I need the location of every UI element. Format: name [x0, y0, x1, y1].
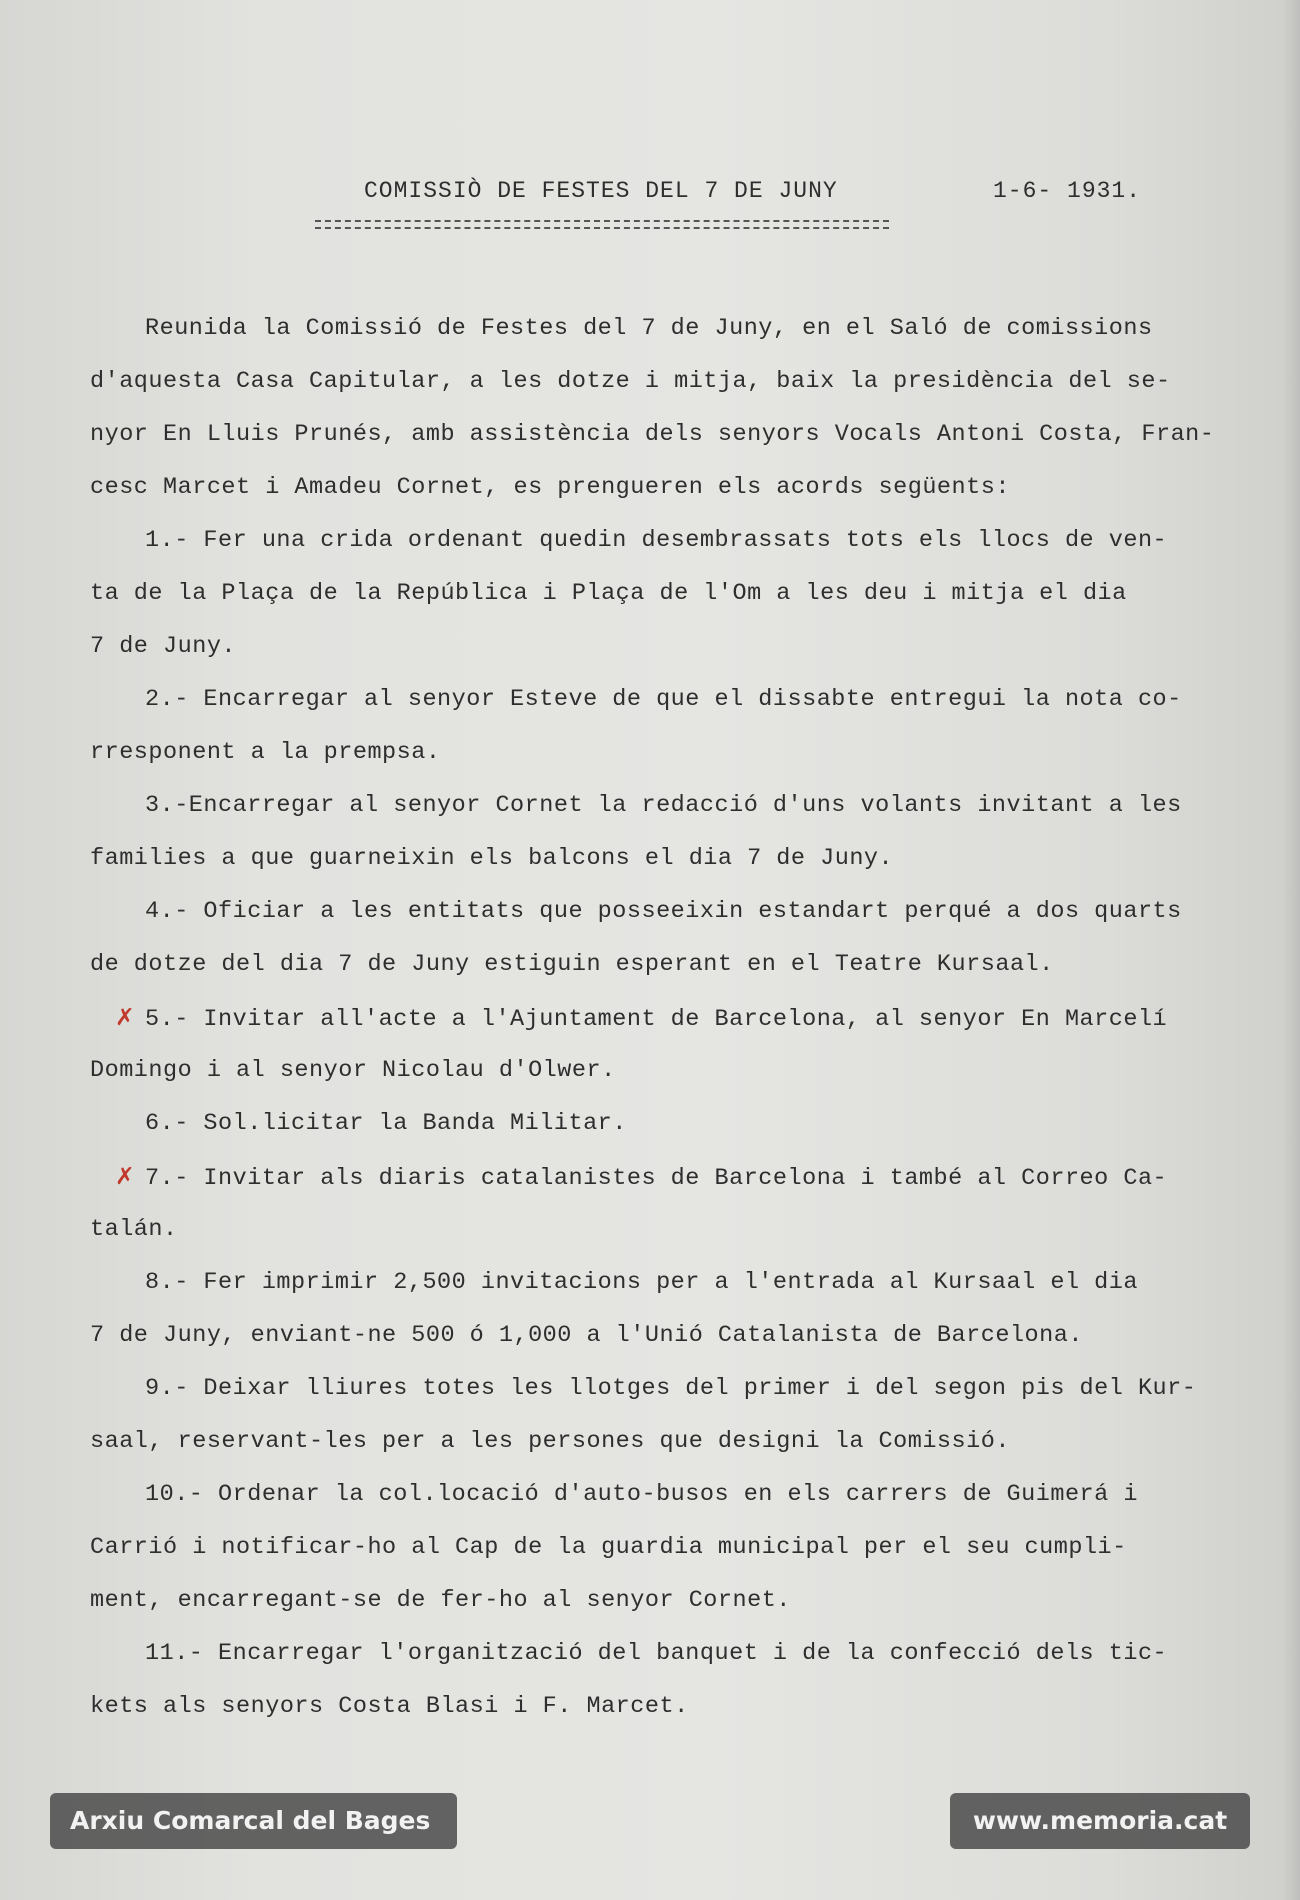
line-text: 5.- Invitar all'acte a l'Ajuntament de Barcelona, al senyor En Marcelí — [145, 1006, 1168, 1033]
line-text: 1.- Fer una crida ordenant quedin desembrassats tots els llocs de ven- — [145, 527, 1168, 554]
text-line — [90, 1468, 1270, 1521]
line-text: 10.- Ordenar la col.locació d'auto-busos en els carrers de Guimerá i — [145, 1481, 1138, 1508]
line-text: saal, reservant-les per a les persones que designi la Comissió. — [90, 1428, 1010, 1455]
line-text: Carrió i notificar-ho al Cap de la guardia municipal per el seu cumpli- — [90, 1534, 1127, 1561]
line-text: 8.- Fer imprimir 2,500 invitacions per a l'entrada al Kursaal el dia — [145, 1269, 1138, 1296]
text-line — [90, 355, 1270, 408]
text-line — [90, 1150, 1270, 1203]
text-line — [90, 779, 1270, 832]
text-line — [90, 1362, 1270, 1415]
line-text: 11.- Encarregar l'organització del banquet i de la confecció dels tic- — [145, 1640, 1168, 1667]
document-body — [90, 302, 1270, 1733]
text-line — [90, 1309, 1270, 1362]
text-line — [90, 832, 1270, 885]
text-line — [90, 1415, 1270, 1468]
line-text: nyor En Lluis Prunés, amb assistència dels senyors Vocals Antoni Costa, Fran- — [90, 421, 1215, 448]
text-line — [90, 302, 1270, 355]
line-text: 7 de Juny. — [90, 633, 237, 660]
line-text: kets als senyors Costa Blasi i F. Marcet. — [90, 1693, 689, 1720]
line-text: 7 de Juny, enviant-ne 500 ó 1,000 a l'Unió Catalanista de Barcelona. — [90, 1322, 1083, 1349]
text-line — [90, 726, 1270, 779]
line-text: Domingo i al senyor Nicolau d'Olwer. — [90, 1057, 616, 1084]
line-text: families a que guarneixin els balcons el dia 7 de Juny. — [90, 845, 894, 872]
text-line — [90, 1203, 1270, 1256]
text-line — [90, 1044, 1270, 1097]
line-text: de dotze del dia 7 de Juny estiguin esperant en el Teatre Kursaal. — [90, 951, 1054, 978]
text-line — [90, 1680, 1270, 1733]
line-text: 6.- Sol.licitar la Banda Militar. — [145, 1110, 627, 1137]
text-line — [90, 991, 1270, 1044]
line-text: 2.- Encarregar al senyor Esteve de que el dissabte entregui la nota co- — [145, 686, 1182, 713]
line-text: rresponent a la prempsa. — [90, 739, 441, 766]
text-line — [90, 1256, 1270, 1309]
document-title: COMISSIÒ DE FESTES DEL 7 DE JUNY — [364, 178, 838, 204]
text-line — [90, 514, 1270, 567]
line-text: ment, encarregant-se de fer-ho al senyor Cornet. — [90, 1587, 791, 1614]
line-text: 4.- Oficiar a les entitats que posseeixin estandart perqué a dos quarts — [145, 898, 1182, 925]
line-text: talán. — [90, 1216, 178, 1243]
line-text: Reunida la Comissió de Festes del 7 de Juny, en el Saló de comissions — [145, 315, 1153, 342]
document-date: 1-6- 1931. — [993, 178, 1142, 204]
text-line — [90, 938, 1270, 991]
line-text: 9.- Deixar lliures totes les llotges del primer i del segon pis del Kur- — [145, 1375, 1197, 1402]
text-line — [90, 885, 1270, 938]
text-line — [90, 620, 1270, 673]
line-text: cesc Marcet i Amadeu Cornet, es prengueren els acords següents: — [90, 474, 1010, 501]
text-line — [90, 408, 1270, 461]
text-line — [90, 461, 1270, 514]
line-text: d'aquesta Casa Capitular, a les dotze i mitja, baix la presidència del se- — [90, 368, 1171, 395]
line-text: 7.- Invitar als diaris catalanistes de Barcelona i també al Correo Ca- — [145, 1165, 1168, 1192]
text-line — [90, 1574, 1270, 1627]
title-underline — [315, 220, 889, 229]
text-line — [90, 1627, 1270, 1680]
text-line — [90, 567, 1270, 620]
red-cross-mark: ✗ — [115, 1162, 136, 1190]
red-cross-mark: ✗ — [115, 1003, 136, 1031]
text-line — [90, 673, 1270, 726]
line-text: 3.-Encarregar al senyor Cornet la redacció d'uns volants invitant a les — [145, 792, 1182, 819]
site-watermark: www.memoria.cat — [950, 1793, 1250, 1849]
line-text: ta de la Plaça de la República i Plaça de l'Om a les deu i mitja el dia — [90, 580, 1127, 607]
text-line — [90, 1521, 1270, 1574]
archive-watermark: Arxiu Comarcal del Bages — [50, 1793, 457, 1849]
text-line — [90, 1097, 1270, 1150]
document-header — [0, 178, 1300, 218]
